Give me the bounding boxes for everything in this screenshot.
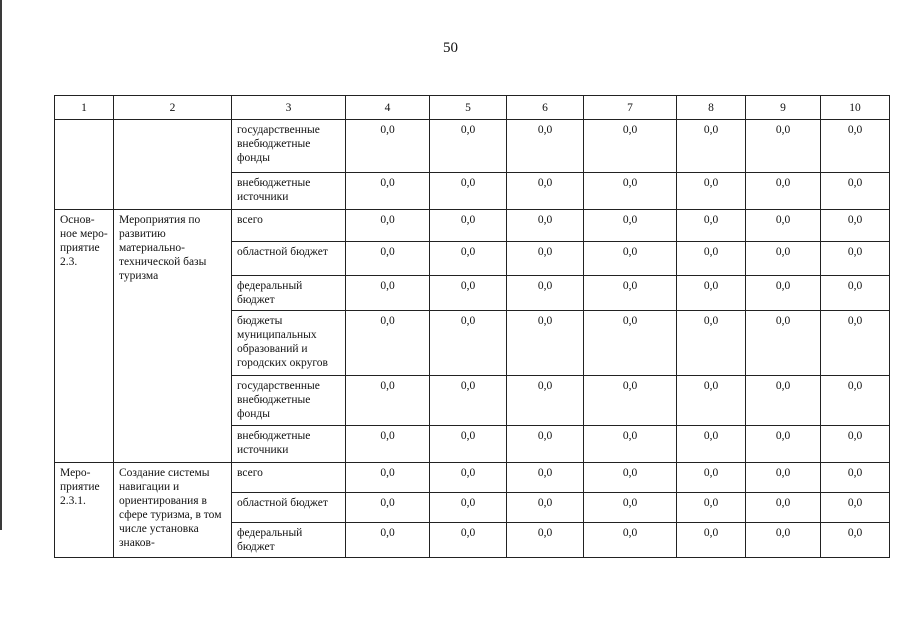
value-cell: 0,0 (346, 311, 430, 376)
value-cell: 0,0 (584, 523, 677, 558)
value-cell: 0,0 (677, 311, 746, 376)
activity-name-cell: Мероприятия по развитию материально-технической базы туризма (114, 210, 232, 463)
funding-source-cell: внебюджетные источники (232, 426, 346, 463)
value-cell: 0,0 (584, 120, 677, 173)
header-row (55, 96, 890, 120)
value-cell: 0,0 (677, 493, 746, 523)
value-cell: 0,0 (507, 523, 584, 558)
value-cell: 0,0 (507, 120, 584, 173)
value-cell: 0,0 (821, 242, 890, 276)
funding-source-cell: бюджеты муниципальных образований и городских округов (232, 311, 346, 376)
header-cell: 9 (746, 96, 821, 120)
value-cell: 0,0 (430, 120, 507, 173)
value-cell: 0,0 (821, 426, 890, 463)
value-cell: 0,0 (584, 242, 677, 276)
value-cell: 0,0 (746, 311, 821, 376)
header-cell: 5 (430, 96, 507, 120)
value-cell: 0,0 (821, 120, 890, 173)
value-cell: 0,0 (346, 173, 430, 210)
value-cell: 0,0 (507, 173, 584, 210)
value-cell: 0,0 (346, 242, 430, 276)
header-cell: 2 (114, 96, 232, 120)
funding-source-cell: внебюджетные источники (232, 173, 346, 210)
value-cell: 0,0 (430, 210, 507, 242)
value-cell: 0,0 (346, 120, 430, 173)
value-cell: 0,0 (746, 210, 821, 242)
value-cell: 0,0 (821, 493, 890, 523)
value-cell: 0,0 (584, 210, 677, 242)
value-cell: 0,0 (430, 242, 507, 276)
value-cell: 0,0 (677, 463, 746, 493)
value-cell: 0,0 (430, 426, 507, 463)
funding-source-cell: областной бюджет (232, 242, 346, 276)
value-cell: 0,0 (821, 376, 890, 426)
value-cell: 0,0 (746, 426, 821, 463)
value-cell: 0,0 (584, 276, 677, 311)
value-cell: 0,0 (430, 173, 507, 210)
funding-source-cell: всего (232, 463, 346, 493)
value-cell: 0,0 (346, 210, 430, 242)
value-cell: 0,0 (677, 120, 746, 173)
header-cell: 4 (346, 96, 430, 120)
value-cell: 0,0 (677, 426, 746, 463)
value-cell: 0,0 (677, 376, 746, 426)
value-cell: 0,0 (507, 493, 584, 523)
budget-table (54, 95, 890, 558)
header-cell: 3 (232, 96, 346, 120)
header-cell: 7 (584, 96, 677, 120)
value-cell: 0,0 (677, 523, 746, 558)
header-cell: 10 (821, 96, 890, 120)
funding-source-cell: всего (232, 210, 346, 242)
value-cell: 0,0 (677, 173, 746, 210)
value-cell: 0,0 (746, 523, 821, 558)
value-cell: 0,0 (346, 376, 430, 426)
value-cell: 0,0 (746, 173, 821, 210)
value-cell: 0,0 (507, 276, 584, 311)
table-row (55, 120, 890, 173)
activity-code-cell: Меро-приятие 2.3.1. (55, 463, 114, 558)
value-cell: 0,0 (346, 463, 430, 493)
table-row (55, 463, 890, 493)
page-number: 50 (443, 40, 458, 56)
value-cell: 0,0 (746, 242, 821, 276)
value-cell: 0,0 (430, 276, 507, 311)
value-cell: 0,0 (507, 426, 584, 463)
value-cell: 0,0 (346, 276, 430, 311)
funding-source-cell: федеральный бюджет (232, 276, 346, 311)
value-cell: 0,0 (677, 210, 746, 242)
continued-group-cell (55, 120, 114, 210)
table-row (55, 210, 890, 242)
header-cell: 8 (677, 96, 746, 120)
value-cell: 0,0 (677, 242, 746, 276)
funding-source-cell: федеральный бюджет (232, 523, 346, 558)
value-cell: 0,0 (821, 276, 890, 311)
value-cell: 0,0 (821, 463, 890, 493)
value-cell: 0,0 (430, 376, 507, 426)
value-cell: 0,0 (821, 173, 890, 210)
header-cell: 1 (55, 96, 114, 120)
value-cell: 0,0 (507, 311, 584, 376)
value-cell: 0,0 (507, 210, 584, 242)
value-cell: 0,0 (507, 463, 584, 493)
value-cell: 0,0 (746, 276, 821, 311)
value-cell: 0,0 (346, 493, 430, 523)
value-cell: 0,0 (746, 120, 821, 173)
funding-source-cell: областной бюджет (232, 493, 346, 523)
value-cell: 0,0 (821, 523, 890, 558)
value-cell: 0,0 (746, 376, 821, 426)
value-cell: 0,0 (584, 311, 677, 376)
funding-source-cell: государственные внебюджетные фонды (232, 120, 346, 173)
activity-name-cell: Создание системы навигации и ориентирования в сфере туризма, в том числе установка знаков- (114, 463, 232, 558)
value-cell: 0,0 (346, 426, 430, 463)
value-cell: 0,0 (821, 210, 890, 242)
value-cell: 0,0 (821, 311, 890, 376)
funding-source-cell: государственные внебюджетные фонды (232, 376, 346, 426)
value-cell: 0,0 (584, 463, 677, 493)
value-cell: 0,0 (584, 173, 677, 210)
value-cell: 0,0 (430, 523, 507, 558)
value-cell: 0,0 (430, 463, 507, 493)
value-cell: 0,0 (584, 493, 677, 523)
value-cell: 0,0 (746, 493, 821, 523)
value-cell: 0,0 (677, 276, 746, 311)
value-cell: 0,0 (507, 376, 584, 426)
value-cell: 0,0 (430, 493, 507, 523)
header-cell: 6 (507, 96, 584, 120)
scan-edge-line (0, 0, 2, 530)
value-cell: 0,0 (746, 463, 821, 493)
continued-group-cell (114, 120, 232, 210)
value-cell: 0,0 (430, 311, 507, 376)
value-cell: 0,0 (584, 426, 677, 463)
value-cell: 0,0 (507, 242, 584, 276)
activity-code-cell: Основ-ное меро-приятие 2.3. (55, 210, 114, 463)
value-cell: 0,0 (584, 376, 677, 426)
value-cell: 0,0 (346, 523, 430, 558)
